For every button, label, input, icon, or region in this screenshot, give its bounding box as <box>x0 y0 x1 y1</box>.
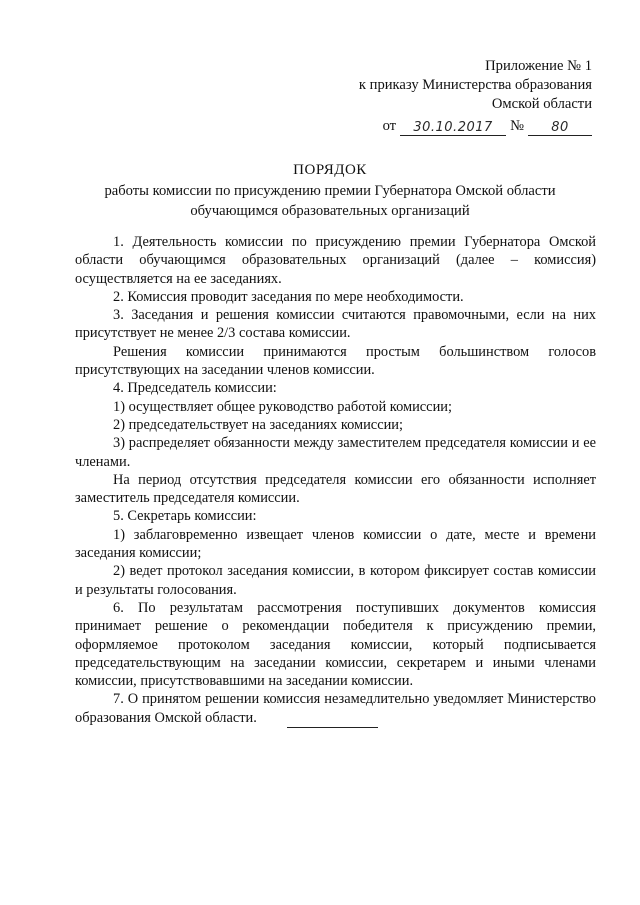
paragraph: 5. Секретарь комиссии: <box>113 508 257 525</box>
title-line-2: обучающимся образовательных организаций <box>190 203 470 219</box>
paragraph: 7. О принятом решении комиссия незамедлительно уведомляет Министерство образования Омской области. <box>75 691 596 726</box>
order-date-number <box>383 117 592 136</box>
paragraph: 1. Деятельность комиссии по присуждению премии Губернатора Омской области обучающимся образовательных организаций (далее – комиссия) осуществляется на ее заседаниях. <box>75 234 596 287</box>
paragraph: 3) распределяет обязанности между заместителем председателя комиссии и ее членами. <box>75 435 596 470</box>
paragraph: 1) заблаговременно извещает членов комиссии о дате, месте и времени заседания комиссии; <box>75 526 596 562</box>
number-label: № <box>510 118 524 134</box>
paragraph: 3. Заседания и решения комиссии считаются правомочными, если на них присутствует не менее 2/3 состава комиссии. <box>75 307 596 342</box>
title-line-1: работы комиссии по присуждению премии Губернатора Омской области <box>104 183 556 199</box>
paragraph: 2) председательствует на заседаниях комиссии; <box>113 416 403 433</box>
paragraph: 2) ведет протокол заседания комиссии, в котором фиксирует состав комиссии и результаты голосования. <box>75 563 596 598</box>
appendix-number: Приложение № 1 <box>485 58 592 74</box>
region-name: Омской области <box>491 96 592 112</box>
paragraph: 4. Председатель комиссии: <box>113 380 277 397</box>
from-label: от <box>382 118 397 134</box>
end-divider <box>287 727 378 728</box>
document-title <box>60 160 600 221</box>
order-reference: к приказу Министерства образования <box>358 77 592 93</box>
handwritten-number: 80 <box>528 120 592 136</box>
paragraph: 6. По результатам рассмотрения поступивших документов комиссия принимает решение о рекомендации победителя к присуждению премии, оформляемое протоколом заседания комиссии, который подписывается председательствующим на заседании комиссии, секретарем и иными членами комиссии, присутствовавшими на заседании комиссии. <box>75 599 596 690</box>
paragraph: На период отсутствия председателя комиссии его обязанности исполняет заместитель председателя комиссии. <box>75 471 596 507</box>
paragraph: 1) осуществляет общее руководство работой комиссии; <box>113 398 452 415</box>
document-body <box>75 233 596 727</box>
appendix-header <box>359 57 592 136</box>
handwritten-date: 30.10.2017 <box>400 120 506 136</box>
paragraph: Решения комиссии принимаются простым большинством голосов присутствующих на заседании членов комиссии. <box>75 343 596 379</box>
title-heading: ПОРЯДОК <box>293 162 367 178</box>
paragraph: 2. Комиссия проводит заседания по мере необходимости. <box>113 288 464 305</box>
